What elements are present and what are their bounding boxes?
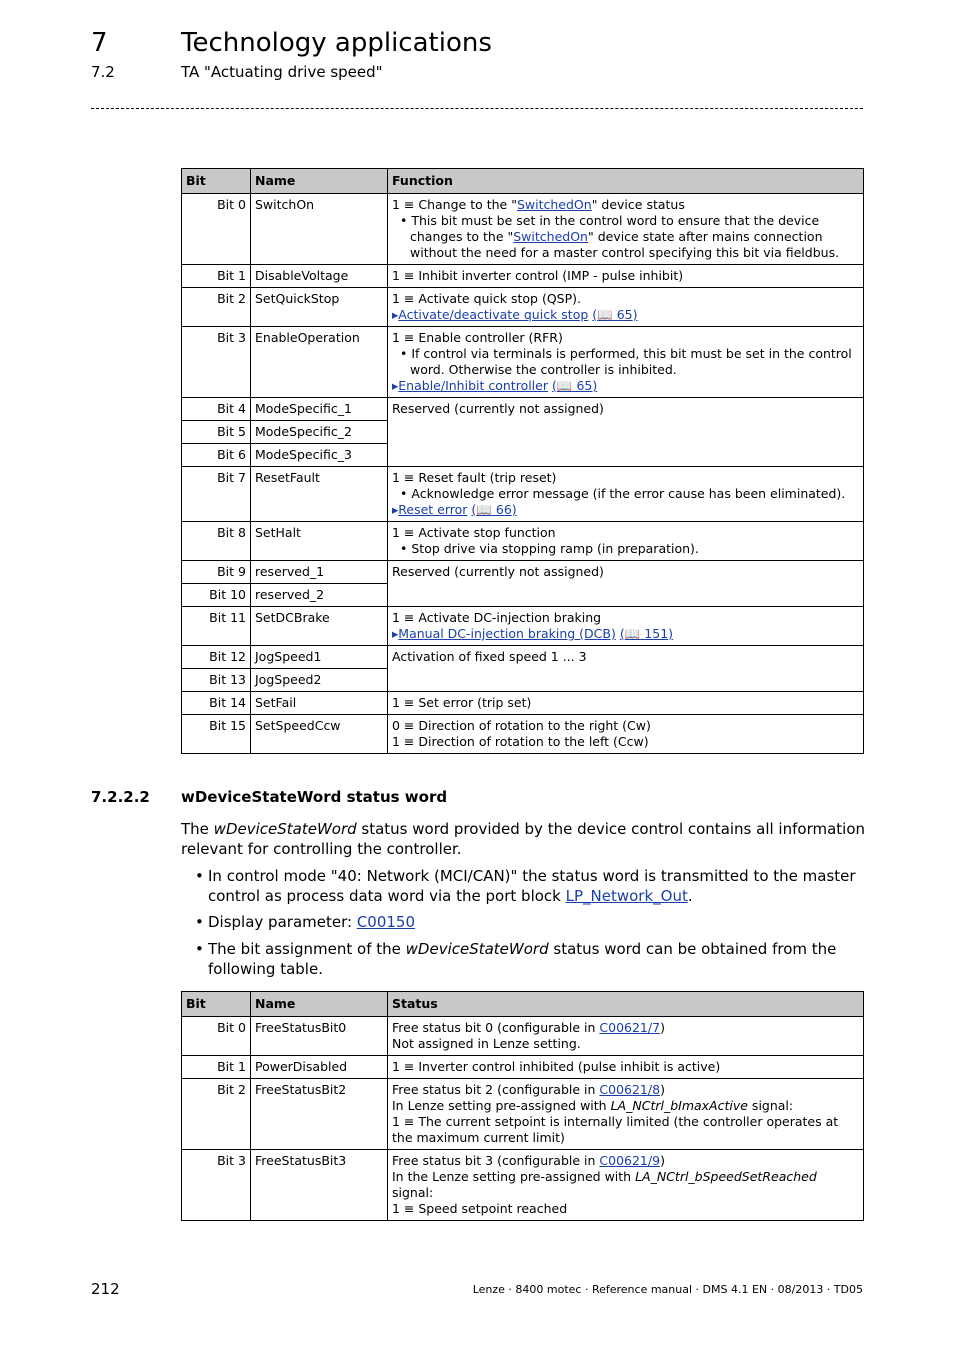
table-row — [182, 1150, 864, 1221]
name-cell: EnableOperation — [251, 327, 388, 398]
name-cell: reserved_1 — [251, 561, 388, 584]
text: 0 ≡ Direction of rotation to the right (Cw) — [392, 718, 651, 733]
name-cell: SetHalt — [251, 522, 388, 561]
subsection-title: wDeviceStateWord status word — [181, 788, 448, 806]
book-icon: 📖 — [624, 626, 641, 641]
name-cell: ModeSpecific_3 — [251, 444, 388, 467]
name-cell: SwitchOn — [251, 194, 388, 265]
bit-cell: Bit 3 — [182, 1150, 251, 1221]
table-row — [182, 607, 864, 646]
table-header-row — [182, 992, 864, 1017]
xref-link[interactable]: ▸ Enable/Inhibit controller — [392, 378, 548, 393]
table-row — [182, 398, 864, 421]
text: 1 ≡ Change to the " — [392, 197, 517, 212]
switchedon-link[interactable]: SwitchedOn — [513, 229, 588, 244]
function-cell — [388, 522, 864, 561]
table-row — [182, 288, 864, 327]
table-row — [182, 561, 864, 584]
bullet: • Acknowledge error message (if the error cause has been eliminated). — [392, 486, 859, 502]
bit-cell: Bit 1 — [182, 265, 251, 288]
status-cell: 1 ≡ Inverter control inhibited (pulse inhibit is active) — [388, 1056, 864, 1079]
name-cell: FreeStatusBit3 — [251, 1150, 388, 1221]
function-cell — [388, 194, 864, 265]
table-header-row — [182, 169, 864, 194]
section-number: 7.2 — [91, 63, 115, 81]
book-icon: 📖 — [476, 502, 492, 517]
bit-cell: Bit 10 — [182, 584, 251, 607]
name-cell: FreeStatusBit0 — [251, 1017, 388, 1056]
cross-reference[interactable]: ▸ Manual DC-injection braking (DCB) (📖 151) — [392, 626, 859, 642]
bit-cell: Bit 11 — [182, 607, 251, 646]
text: 1 ≡ Activate DC-injection braking — [392, 610, 602, 625]
switchedon-link[interactable]: SwitchedOn — [516, 197, 592, 212]
name-cell: JogSpeed2 — [251, 669, 388, 692]
function-cell — [388, 607, 864, 646]
table-row — [182, 327, 864, 398]
bit-cell: Bit 14 — [182, 692, 251, 715]
function-cell — [388, 467, 864, 522]
function-cell — [388, 715, 864, 754]
table-row — [182, 646, 864, 669]
text: 1 ≡ Direction of rotation to the left (Ccw) — [392, 734, 649, 749]
xref-link[interactable]: ▸ Manual DC-injection braking (DCB) — [392, 626, 616, 641]
col-header-status: Status — [388, 992, 864, 1017]
function-cell: Reserved (currently not assigned) — [388, 398, 864, 467]
bit-cell: Bit 6 — [182, 444, 251, 467]
name-cell: ModeSpecific_1 — [251, 398, 388, 421]
col-header-name: Name — [251, 169, 388, 194]
name-cell: PowerDisabled — [251, 1056, 388, 1079]
subsection-number: 7.2.2.2 — [91, 788, 150, 806]
status-word-table — [181, 991, 864, 1221]
bit-cell: Bit 5 — [182, 421, 251, 444]
bit-cell: Bit 7 — [182, 467, 251, 522]
bullet: • This bit must be set in the control word to ensure that the device changes to the "SwitchedOn" device state after mains connection without the need for a master control specifying this bit via fieldbus. — [392, 213, 859, 261]
name-cell: ResetFault — [251, 467, 388, 522]
bit-cell: Bit 2 — [182, 288, 251, 327]
function-cell: 1 ≡ Inhibit inverter control (IMP - pulse inhibit) — [388, 265, 864, 288]
col-header-bit: Bit — [182, 992, 251, 1017]
bit-cell: Bit 3 — [182, 327, 251, 398]
text: Not assigned in Lenze setting. — [392, 1036, 581, 1051]
table-row — [182, 522, 864, 561]
list-item: • In control mode "40: Network (MCI/CAN)" the status word is transmitted to the master control as process data word via the port block LP_Network_Out. — [195, 867, 856, 905]
name-cell: JogSpeed1 — [251, 646, 388, 669]
function-cell — [388, 288, 864, 327]
cross-reference[interactable]: ▸ Enable/Inhibit controller (📖 65) — [392, 378, 859, 394]
bit-cell: Bit 0 — [182, 194, 251, 265]
c00150-link[interactable]: C00150 — [356, 913, 416, 931]
name-cell: ModeSpecific_2 — [251, 421, 388, 444]
bullet: • Stop drive via stopping ramp (in preparation). — [392, 541, 859, 557]
c00621-link[interactable]: C00621/8 — [599, 1082, 661, 1097]
text: 1 ≡ The current setpoint is internally limited (the controller operates at the maximum current limit) — [392, 1114, 839, 1145]
name-cell: SetFail — [251, 692, 388, 715]
table-row — [182, 1079, 864, 1150]
book-icon: 📖 — [556, 378, 573, 393]
bit-cell: Bit 15 — [182, 715, 251, 754]
xref-link[interactable]: ▸ Reset error — [392, 502, 467, 517]
function-cell: Reserved (currently not assigned) — [388, 561, 864, 607]
chapter-title: Technology applications — [181, 28, 492, 58]
bit-cell: Bit 1 — [182, 1056, 251, 1079]
name-cell: SetQuickStop — [251, 288, 388, 327]
bullet: • If control via terminals is performed, this bit must be set in the control word. Otherwise the controller is inhibited. — [392, 346, 859, 378]
bit-cell: Bit 8 — [182, 522, 251, 561]
lp-network-out-link[interactable]: LP_Network_Out — [565, 886, 688, 905]
section-title: TA "Actuating drive speed" — [181, 63, 383, 81]
c00621-link[interactable]: C00621/7 — [599, 1020, 661, 1035]
name-cell: SetDCBrake — [251, 607, 388, 646]
table-row — [182, 692, 864, 715]
text: 1 ≡ Enable controller (RFR) — [392, 330, 563, 345]
name-cell: reserved_2 — [251, 584, 388, 607]
list-item: • The bit assignment of the wDeviceStateWord status word can be obtained from the following table. — [195, 940, 837, 978]
bit-cell: Bit 9 — [182, 561, 251, 584]
function-cell: 1 ≡ Set error (trip set) — [388, 692, 864, 715]
table-row — [182, 715, 864, 754]
table-row — [182, 1056, 864, 1079]
list-item: • Display parameter: C00150 — [195, 913, 416, 931]
header-divider — [91, 108, 863, 109]
bit-cell: Bit 4 — [182, 398, 251, 421]
text: " device status — [591, 197, 685, 212]
bit-cell: Bit 0 — [182, 1017, 251, 1056]
col-header-function: Function — [388, 169, 864, 194]
function-cell — [388, 327, 864, 398]
function-cell: Activation of fixed speed 1 ... 3 — [388, 646, 864, 692]
table-row — [182, 467, 864, 522]
footer-text: Lenze · 8400 motec · Reference manual · DMS 4.1 EN · 08/2013 · TD05 — [472, 1283, 863, 1296]
intro-paragraph: The wDeviceStateWord status word provided by the device control contains all information relevant for controlling the controller. — [181, 820, 866, 858]
table-row — [182, 1017, 864, 1056]
text: 1 ≡ Speed setpoint reached — [392, 1201, 568, 1216]
col-header-name: Name — [251, 992, 388, 1017]
status-cell: Free status bit 2 (configurable in C00621/8) In Lenze setting pre-assigned with LA_NCtrl_bImaxActive signal: 1 ≡ The current setpoint is internally limited (the controller operates at the maximum current limit) — [388, 1079, 864, 1150]
bit-cell: Bit 12 — [182, 646, 251, 669]
col-header-bit: Bit — [182, 169, 251, 194]
status-cell: Free status bit 3 (configurable in C00621/9) In the Lenze setting pre-assigned with LA_NCtrl_bSpeedSetReached signal: 1 ≡ Speed setpoint reached — [388, 1150, 864, 1221]
text: 1 ≡ Activate quick stop (QSP). — [392, 291, 581, 306]
control-word-table — [181, 168, 864, 754]
cross-reference[interactable]: ▸ Activate/deactivate quick stop (📖 65) — [392, 307, 859, 323]
page-number: 212 — [91, 1280, 120, 1298]
bit-cell: Bit 13 — [182, 669, 251, 692]
text: 1 ≡ Reset fault (trip reset) — [392, 470, 557, 485]
cross-reference[interactable]: ▸ Reset error (📖 66) — [392, 502, 859, 518]
name-cell: SetSpeedCcw — [251, 715, 388, 754]
chapter-number: 7 — [91, 28, 108, 58]
table-row — [182, 194, 864, 265]
c00621-link[interactable]: C00621/9 — [599, 1153, 661, 1168]
bit-cell: Bit 2 — [182, 1079, 251, 1150]
name-cell: DisableVoltage — [251, 265, 388, 288]
book-icon: 📖 — [597, 307, 613, 322]
xref-link[interactable]: ▸ Activate/deactivate quick stop — [392, 307, 588, 322]
table-row — [182, 265, 864, 288]
name-cell: FreeStatusBit2 — [251, 1079, 388, 1150]
text: 1 ≡ Activate stop function — [392, 525, 556, 540]
status-cell: Free status bit 0 (configurable in C00621/7) Not assigned in Lenze setting. — [388, 1017, 864, 1056]
